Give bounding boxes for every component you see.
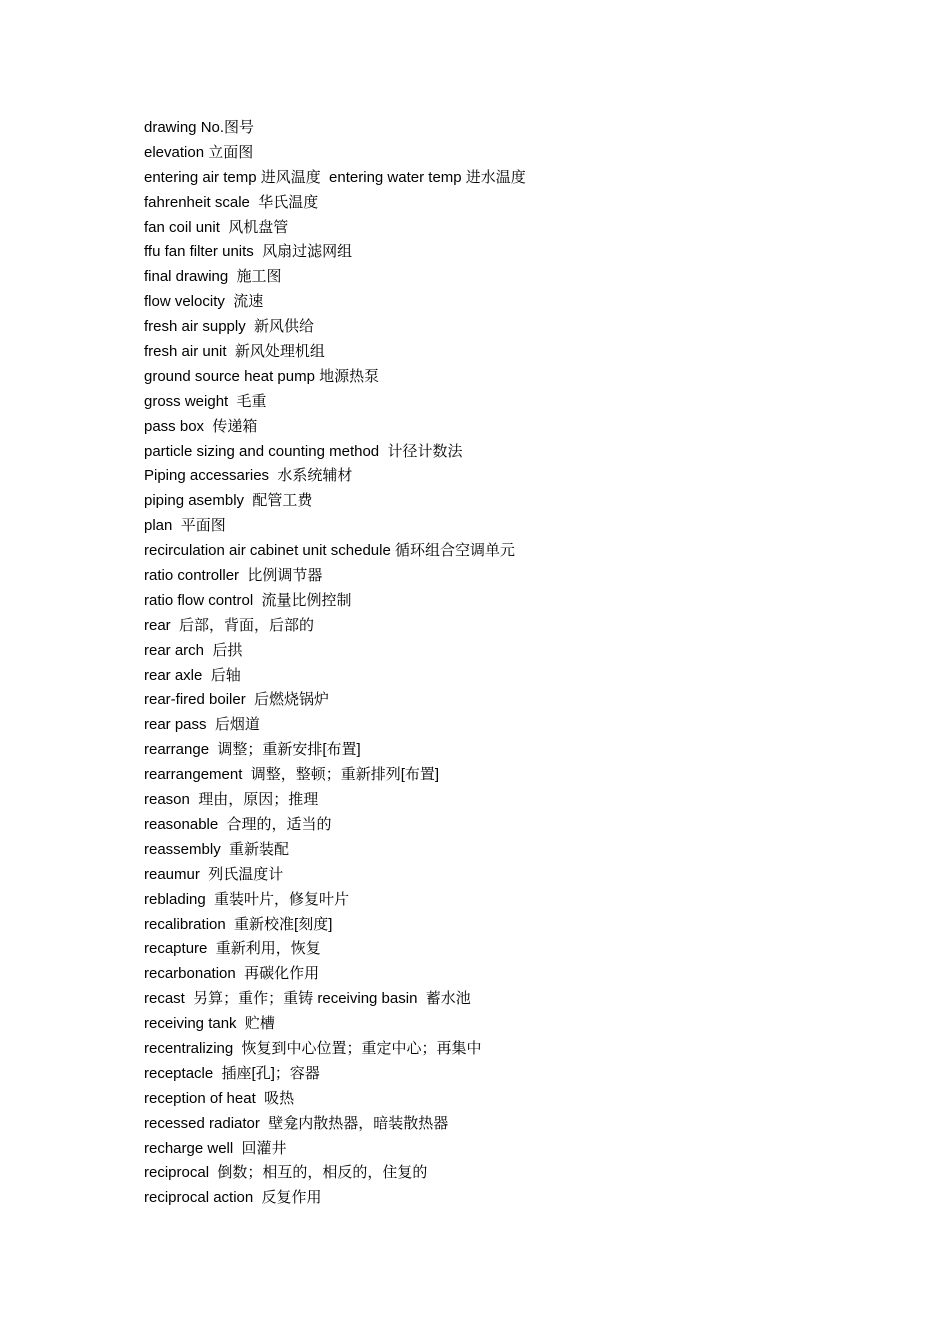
glossary-entry: fahrenheit scale 华氏温度 bbox=[144, 193, 319, 211]
glossary-entry: drawing No.图号 bbox=[144, 119, 255, 136]
glossary-entry: particle sizing and counting method 计径计数法 bbox=[144, 442, 463, 460]
glossary-entry: recapture 重新利用，恢复 bbox=[144, 940, 321, 958]
glossary-entry: ground source heat pump 地源热泵 bbox=[144, 367, 380, 385]
glossary-entry: flow velocity 流速 bbox=[144, 293, 264, 311]
glossary-entry: reasonable 合理的，适当的 bbox=[144, 815, 332, 833]
glossary-list bbox=[144, 116, 904, 1211]
glossary-entry: reciprocal 倒数；相互的，相反的，住复的 bbox=[144, 1164, 428, 1182]
glossary-entry: receptacle 插座[孔]；容器 bbox=[144, 1064, 320, 1082]
glossary-entry: fresh air unit 新风处理机组 bbox=[144, 343, 325, 361]
glossary-entry: recarbonation 再碳化作用 bbox=[144, 965, 320, 983]
glossary-entry: reason 理由，原因；推理 bbox=[144, 791, 319, 809]
glossary-entry: plan 平面图 bbox=[144, 517, 226, 535]
glossary-entry: rear axle 后轴 bbox=[144, 666, 241, 684]
glossary-entry: rearrange 调整；重新安排[布置] bbox=[144, 741, 361, 759]
glossary-entry: rearrangement 调整，整顿；重新排列[布置] bbox=[144, 766, 440, 784]
glossary-entry: receiving tank 贮槽 bbox=[144, 1015, 275, 1033]
glossary-entry: gross weight 毛重 bbox=[144, 392, 267, 410]
glossary-entry: rear 后部，背面，后部的 bbox=[144, 616, 315, 634]
glossary-entry: elevation 立面图 bbox=[144, 143, 254, 161]
glossary-entry: recalibration 重新校准[刻度] bbox=[144, 915, 333, 933]
glossary-entry: recirculation air cabinet unit schedule 循环组合空调单元 bbox=[144, 542, 515, 560]
glossary-entry: fresh air supply 新风供给 bbox=[144, 318, 315, 336]
glossary-entry: ratio flow control 流量比例控制 bbox=[144, 591, 352, 609]
glossary-entry: recharge well 回灌井 bbox=[144, 1139, 287, 1157]
glossary-entry: recast 另算；重作；重铸 receiving basin 蓄水池 bbox=[144, 990, 471, 1008]
glossary-entry: reaumur 列氏温度计 bbox=[144, 865, 284, 883]
glossary-entry: reciprocal action 反复作用 bbox=[144, 1189, 322, 1207]
glossary-entry: rear-fired boiler 后燃烧锅炉 bbox=[144, 691, 330, 709]
glossary-entry: piping asembly 配管工费 bbox=[144, 492, 313, 510]
glossary-entry: Piping accessaries 水系统辅材 bbox=[144, 467, 353, 485]
glossary-entry: reblading 重装叶片，修复叶片 bbox=[144, 890, 350, 908]
glossary-entry: reassembly 重新装配 bbox=[144, 840, 290, 858]
glossary-entry: final drawing 施工图 bbox=[144, 268, 282, 286]
glossary-entry: recessed radiator 壁龛内散热器，暗装散热器 bbox=[144, 1114, 449, 1132]
glossary-entry: reception of heat 吸热 bbox=[144, 1089, 295, 1107]
glossary-entry: ffu fan filter units 风扇过滤网组 bbox=[144, 243, 353, 261]
glossary-entry: recentralizing 恢复到中心位置；重定中心；再集中 bbox=[144, 1039, 482, 1057]
glossary-entry: entering air temp 进风温度 entering water temp 进水温度 bbox=[144, 168, 526, 186]
glossary-entry: ratio controller 比例调节器 bbox=[144, 567, 323, 585]
glossary-entry: rear pass 后烟道 bbox=[144, 716, 260, 734]
glossary-entry: pass box 传递箱 bbox=[144, 417, 258, 435]
glossary-entry: fan coil unit 风机盘管 bbox=[144, 218, 289, 236]
glossary-entry: rear arch 后拱 bbox=[144, 641, 243, 659]
